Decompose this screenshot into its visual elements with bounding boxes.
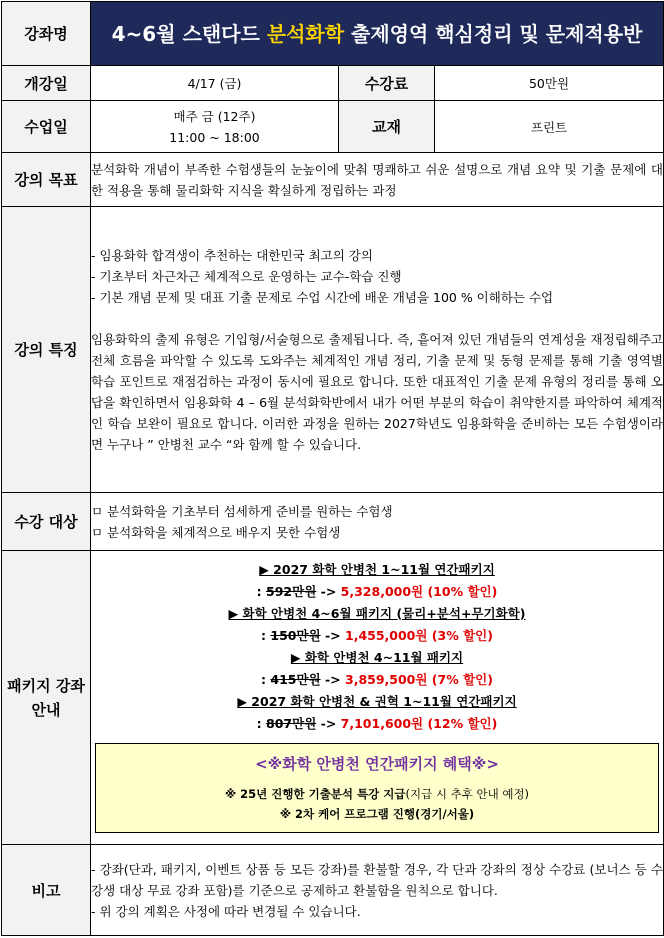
benefit-main: ※ 25년 진행한 기출분석 특강 지급 (224, 786, 406, 801)
package-price (91, 713, 663, 735)
fee-value: 50만원 (435, 66, 664, 101)
sale-price: 3,859,500원 (7% 할인) (345, 671, 493, 687)
target-label: 수강 대상 (2, 493, 91, 551)
benefit-line: ※ 2차 케어 프로그램 진행(경기/서울) (279, 806, 475, 821)
class-day-value (91, 101, 339, 153)
title-part2: 출제영역 핵심정리 및 문제적용반 (344, 21, 643, 46)
price-arrow: -> (320, 671, 345, 687)
class-day-weekly: 매주 금 (12주) (173, 108, 256, 124)
fee-label: 수강료 (339, 66, 435, 101)
price-arrow: -> (316, 583, 341, 599)
remark-item: - 위 강의 계획은 사정에 따라 변경될 수 있습니다. (91, 903, 361, 919)
package-price (91, 625, 663, 647)
sale-price: 1,455,000원 (3% 할인) (345, 627, 493, 643)
benefit-box (95, 743, 659, 833)
remarks-label: 비고 (2, 845, 91, 936)
package-name: ▶ 화학 안병천 4~6월 패키지 (물리+분석+무기화학) (228, 605, 526, 621)
target-row (2, 493, 664, 551)
goal-label: 강의 목표 (2, 153, 91, 207)
price-prefix: : (261, 627, 271, 643)
feature-bullet: - 기본 개념 문제 및 대표 기출 문제로 수업 시간에 배운 개념을 100 % 이해하는 수업 (91, 289, 554, 305)
feature-paragraph: 임용화학의 출제 유형은 기입형/서술형으로 출제됩니다. 즉, 흩어져 있던 개념들의 연계성을 재정립해주고 전체 흐름을 파악할 수 있도록 도와주는 체계적인 개념 정리, 기출 문제 및 동형 문제를 통해 기출 영역별 학습 포인트로 재점검하는 과정이 동시에 필요로 합니다. 또한 대표적인 기출 문제 유형의 정리를 통해 오답을 확인하면서 임용화학 4 – 6월 분석화학반에서 내가 어떤 부분의 학습이 취약한지를 파악하여 체계적인 학습 보완이 필요로 합니다. 이러한 과정을 원하는 2027학년도 임용화학을 준비하는 모든 수험생이라면 누구나 ” 안병천 교수 “와 함께 할 수 있습니다. (91, 331, 663, 452)
features-row (2, 207, 664, 493)
class-day-row (2, 101, 664, 153)
benefit-line (100, 784, 654, 804)
features-text (91, 207, 664, 493)
original-price: 807만원 (266, 715, 317, 731)
course-name-row (2, 2, 664, 66)
package-name: ▶ 화학 안병천 4~11월 패키지 (290, 649, 464, 665)
feature-bullet: - 기초부터 차근차근 체계적으로 운영하는 교수-학습 진행 (91, 268, 402, 284)
features-label: 강의 특징 (2, 207, 91, 493)
class-day-time: 11:00 ~ 18:00 (169, 129, 260, 145)
class-day-label: 수업일 (2, 101, 91, 153)
remark-item: - 강좌(단과, 패키지, 이벤트 상품 등 모든 강좌)를 환불할 경우, 각 단과 강좌의 정상 수강료 (보너스 등 수강생 대상 무료 강좌 포함)를 기준으로 공제하고 환불함을 원칙으로 합니다. (91, 861, 663, 898)
original-price: 592만원 (266, 583, 317, 599)
material-value: 프린트 (435, 101, 664, 153)
spacer (91, 308, 663, 329)
package-price (91, 581, 663, 603)
price-arrow: -> (316, 715, 341, 731)
goal-text: 분석화학 개념이 부족한 수험생들의 눈높이에 맞춰 명쾌하고 쉬운 설명으로 개념 요약 및 기출 문제에 대한 적용을 통해 물리화학 지식을 확실하게 정립하는 과정 (91, 153, 664, 207)
remarks-row (2, 845, 664, 936)
target-item: ㅁ 분석화학을 체계적으로 배우지 못한 수험생 (91, 524, 341, 540)
title-highlight: 분석화학 (266, 21, 345, 46)
benefit-note: (지급 시 추후 안내 예정) (405, 786, 530, 801)
start-date-value: 4/17 (금) (91, 66, 339, 101)
goal-row (2, 153, 664, 207)
start-date-label: 개강일 (2, 66, 91, 101)
package-price (91, 669, 663, 691)
start-date-row (2, 66, 664, 101)
original-price: 150만원 (270, 627, 321, 643)
price-prefix: : (261, 671, 271, 687)
benefit-title: <※화학 안병천 연간패키지 혜택※> (255, 754, 499, 773)
remarks-text (91, 845, 664, 936)
target-text (91, 493, 664, 551)
package-label: 패키지 강좌 안내 (2, 551, 91, 845)
feature-bullet: - 임용화학 합격생이 추천하는 대한민국 최고의 강의 (91, 247, 373, 263)
package-info (91, 551, 664, 845)
course-title (91, 2, 664, 66)
package-name: ▶ 2027 화학 안병천 1~11월 연간패키지 (259, 561, 495, 577)
material-label: 교재 (339, 101, 435, 153)
course-info-table (1, 1, 664, 936)
sale-price: 5,328,000원 (10% 할인) (340, 583, 498, 599)
original-price: 415만원 (270, 671, 321, 687)
package-name: ▶ 2027 화학 안병천 & 권혁 1~11월 연간패키지 (237, 693, 517, 709)
sale-price: 7,101,600원 (12% 할인) (340, 715, 498, 731)
price-prefix: : (256, 715, 267, 731)
title-part1: 4~6월 스탠다드 (111, 21, 267, 46)
package-row (2, 551, 664, 845)
target-item: ㅁ 분석화학을 기초부터 섬세하게 준비를 원하는 수험생 (91, 503, 393, 519)
price-prefix: : (256, 583, 267, 599)
price-arrow: -> (320, 627, 345, 643)
course-name-label: 강좌명 (2, 2, 91, 66)
